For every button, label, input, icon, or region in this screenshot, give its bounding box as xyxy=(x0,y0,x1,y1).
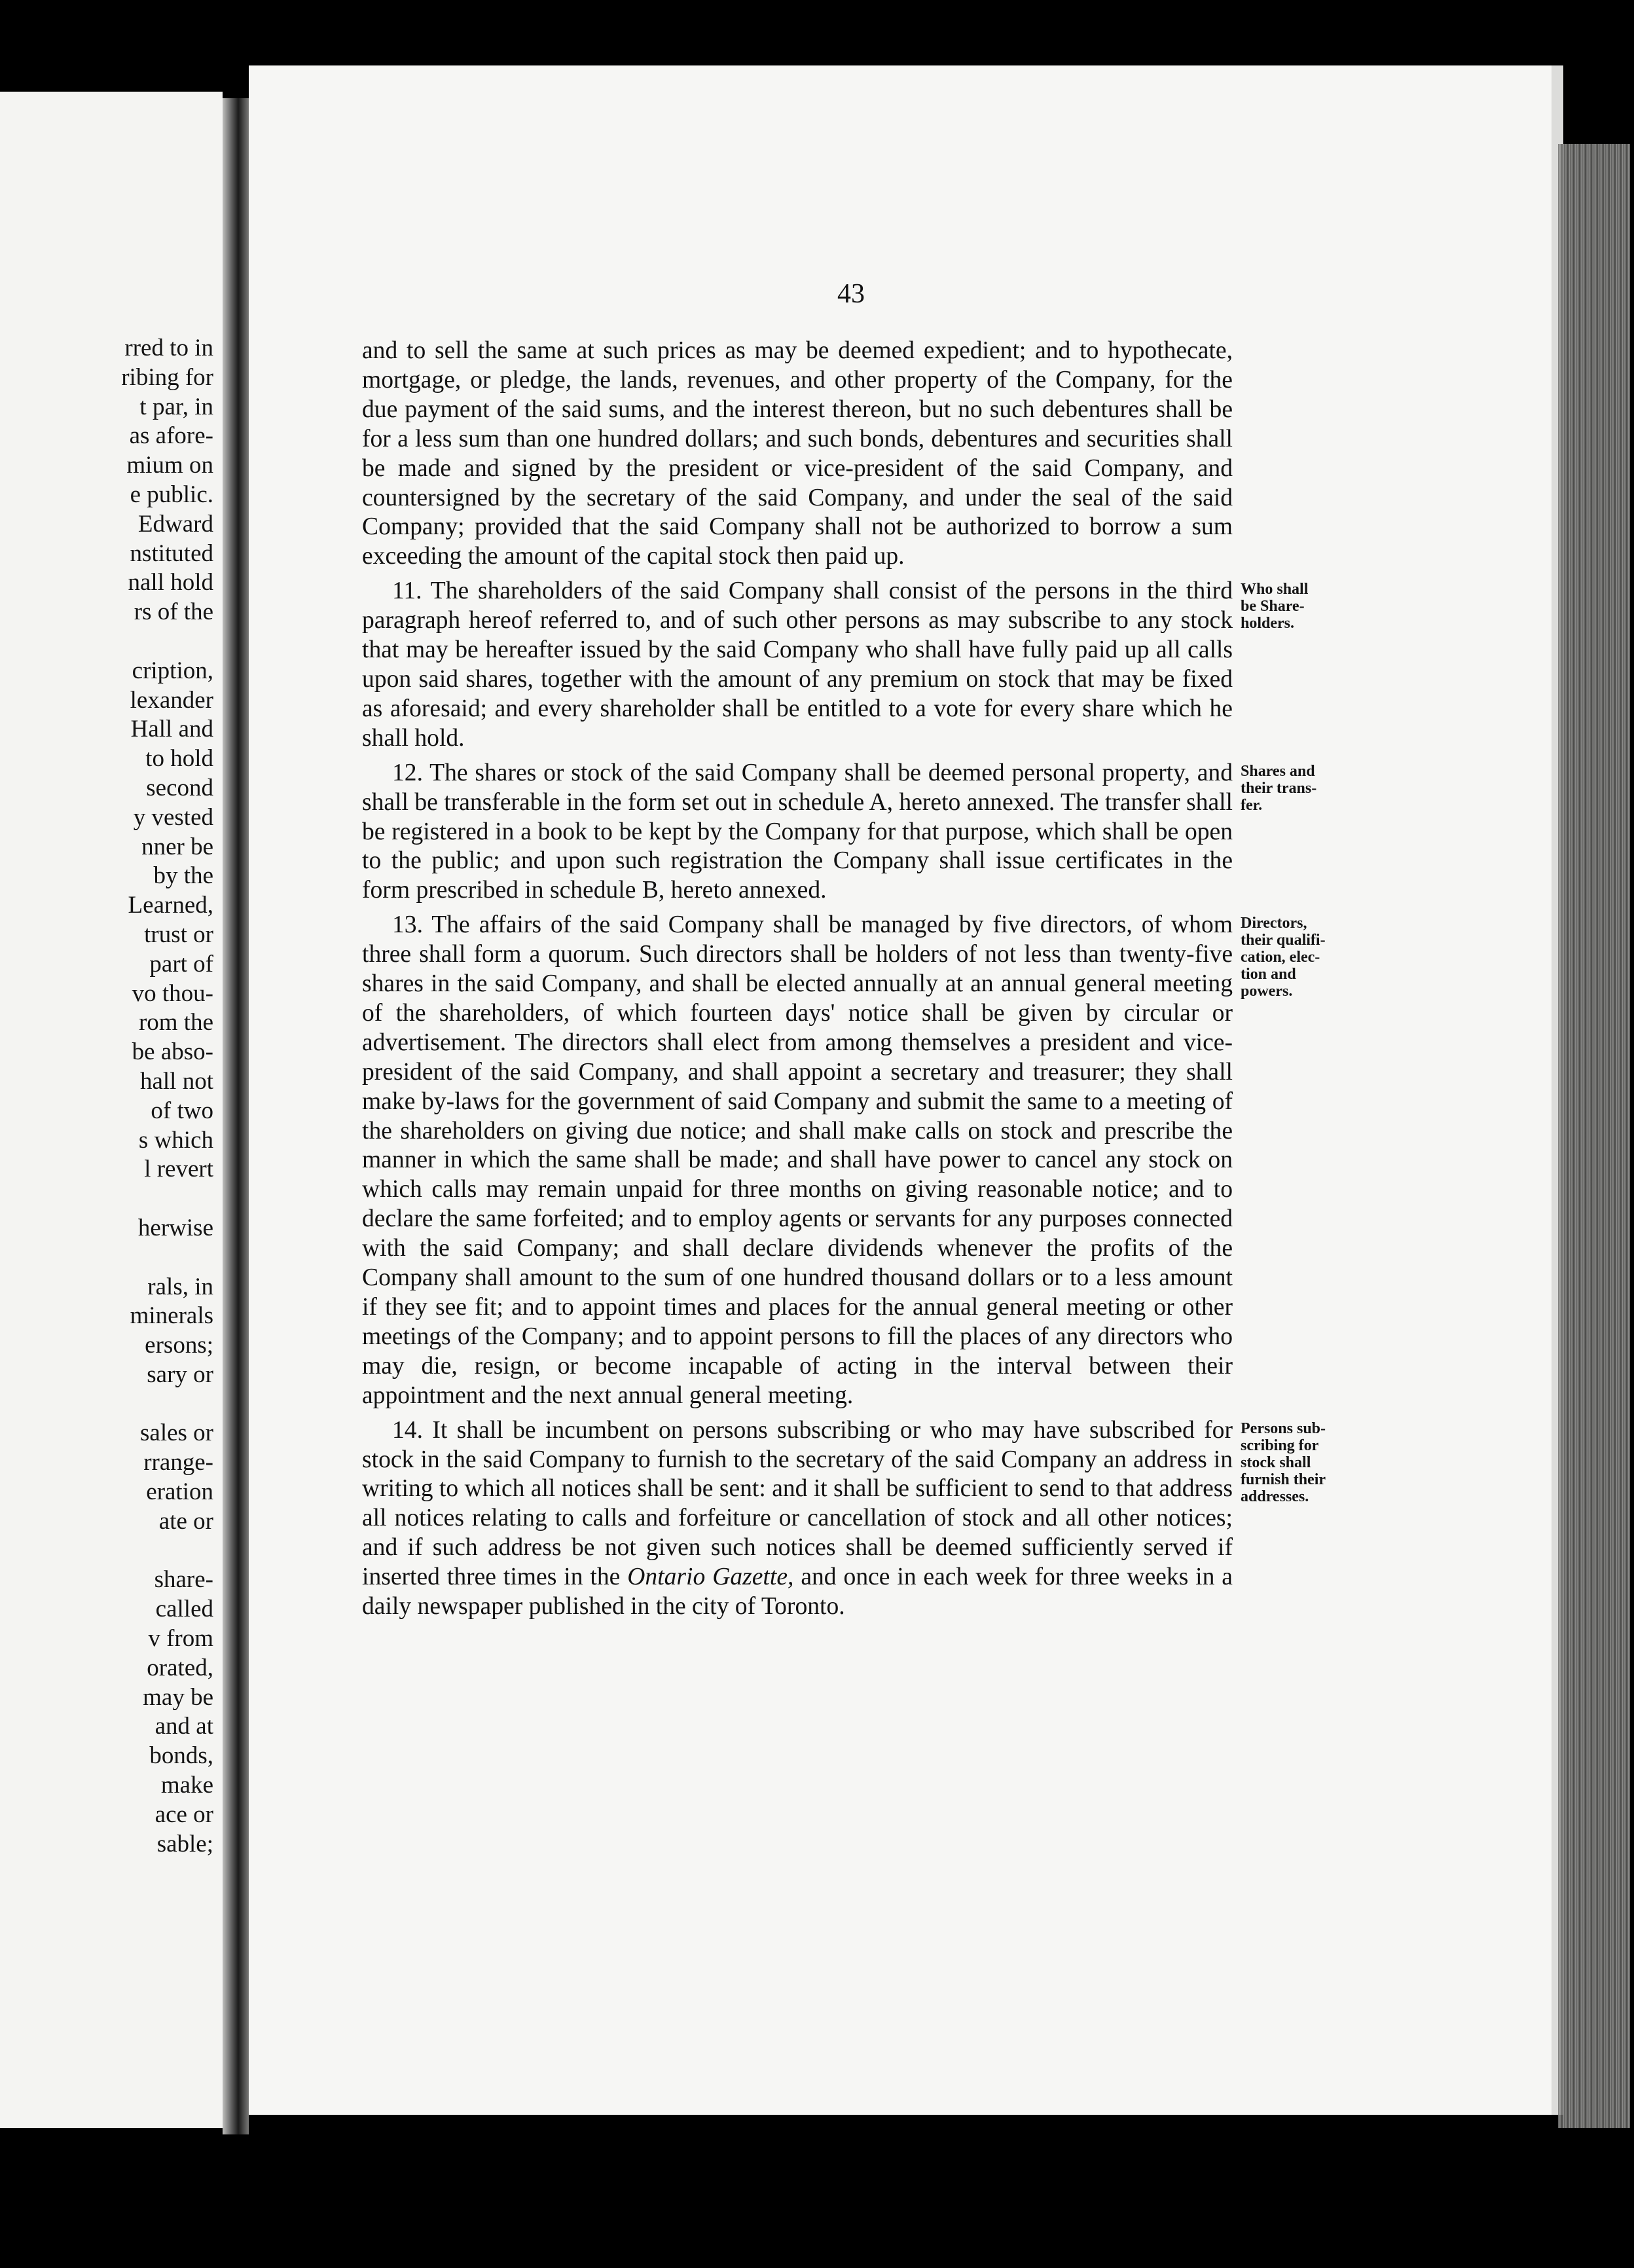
previous-page-line: cription, xyxy=(132,657,213,684)
previous-page-line: hall not xyxy=(139,1067,213,1095)
previous-page-line: may be xyxy=(143,1683,213,1711)
margin-note-line: holders. xyxy=(1241,615,1295,632)
section-11: 11. The shareholders of the said Company shall consist of the persons in the third paragraph hereof referred to, and of such other persons as may subscribe to any stock that may be hereafter issued by the said Company who shall have fully paid up all calls upon said shares, together with the amount of any premium on stock that may be fixed as aforesaid; and every shareholder shall be entitled to a vote for every share which he shall hold. xyxy=(362,577,1233,752)
previous-page-line: Learned, xyxy=(128,892,213,919)
previous-page-line: ersons; xyxy=(145,1332,213,1359)
previous-page-line: be abso- xyxy=(132,1038,213,1066)
previous-page xyxy=(0,92,223,2128)
margin-note-line: cation, elec- xyxy=(1241,949,1320,966)
previous-page-line xyxy=(0,1537,213,1566)
margin-note-line: Shares and xyxy=(1241,762,1315,780)
previous-page-line: t par, in xyxy=(139,393,213,420)
previous-page-line: to hold xyxy=(145,745,213,773)
previous-page-line: ribing for xyxy=(121,363,213,391)
previous-page-line: nall hold xyxy=(128,569,213,596)
previous-page-line: sales or xyxy=(140,1419,213,1447)
previous-page-line: as afore- xyxy=(129,422,213,450)
previous-page-line: rred to in xyxy=(124,335,213,361)
previous-page-line: share- xyxy=(154,1566,213,1594)
previous-page-line: rs of the xyxy=(134,598,213,626)
section-14-text-a: 14. It shall be incumbent on persons subscribing or who may have subscribed for stock in the said Company to furnish to the secretary of the said Company an address in writing to which all notices shall be sent: and it shall be sufficient to send to that address all notices relating to calls and forfeiture or cancellation of stock and all other notices; and if such address be not given such notices shall be deemed sufficiently served if inserted three times in the xyxy=(362,1416,1233,1591)
previous-page-line: nner be xyxy=(141,833,213,860)
margin-note-addresses xyxy=(1241,1420,1371,1505)
previous-page-line: Hall and xyxy=(130,716,213,743)
previous-page-line: sary or xyxy=(147,1361,213,1388)
book-gutter xyxy=(223,98,249,2134)
margin-note-line: furnish their xyxy=(1241,1471,1326,1488)
previous-page-line: lexander xyxy=(130,686,213,714)
previous-page-line: bonds, xyxy=(149,1742,213,1770)
previous-page-line: minerals xyxy=(130,1302,213,1330)
continuation-paragraph: and to sell the same at such prices as may be deemed expedient; and to hypothecate, mortgage, or pledge, the lands, revenues, and other property of the Company, for the due payment of the said sums, and the interest thereon, but no such debentures shall be for a less sum than one hundred dollars; and such bonds, debentures and securities shall be made and signed by the president or vice-president of the said Company, and countersigned by the secretary of the said Company, and under the seal of the said Company; provided that the said Company shall not be authorized to borrow a sum exceeding the amount of the capital stock then paid up. xyxy=(362,337,1233,570)
previous-page-line: sable; xyxy=(156,1830,213,1857)
previous-page-line: called xyxy=(155,1596,213,1623)
section-12: 12. The shares or stock of the said Company shall be deemed personal property, and shall be transferable in the form set out in schedule A, hereto annexed. The transfer shall be registered in a book to be kept by the Company for that purpose, which shall be open to the public; and upon such registration the Company shall issue certificates in the form prescribed in schedule B, hereto annexed. xyxy=(362,759,1233,904)
previous-page-line: herwise xyxy=(137,1214,213,1241)
page-number: 43 xyxy=(837,279,865,309)
previous-page-line: ate or xyxy=(158,1507,213,1535)
margin-note-line: Persons sub- xyxy=(1241,1419,1326,1437)
previous-page-line xyxy=(0,1184,213,1214)
previous-page-line: by the xyxy=(153,862,213,890)
margin-note-line: their trans- xyxy=(1241,779,1317,797)
margin-note-line: fer. xyxy=(1241,796,1263,814)
previous-page-line: Edward xyxy=(137,510,213,538)
previous-page-line: nstituted xyxy=(130,540,213,567)
previous-page-line: v from xyxy=(148,1625,213,1653)
previous-page-line: e public. xyxy=(130,481,213,508)
section-14-italic: Ontario Gazette, xyxy=(627,1564,794,1591)
previous-page-line: rals, in xyxy=(147,1273,213,1300)
margin-note-line: Who shall xyxy=(1241,581,1309,598)
margin-note-line: stock shall xyxy=(1241,1454,1311,1471)
previous-page-line: s which xyxy=(138,1126,213,1154)
previous-page-line: eration xyxy=(146,1478,213,1506)
previous-page-line: and at xyxy=(154,1713,213,1740)
margin-note-line: Directors, xyxy=(1241,915,1307,932)
previous-page-line: y vested xyxy=(133,803,213,831)
previous-page-line: trust or xyxy=(144,921,213,948)
previous-page-line: l revert xyxy=(144,1156,213,1183)
previous-page-line: make xyxy=(160,1772,213,1799)
margin-note-line: tion and xyxy=(1241,966,1296,983)
previous-page-line: mium on xyxy=(126,452,213,479)
previous-page-text xyxy=(0,334,213,1859)
previous-page-line: of two xyxy=(151,1097,213,1124)
margin-note-line: scribing for xyxy=(1241,1436,1319,1454)
previous-page-line xyxy=(0,1243,213,1273)
previous-page-line: vo thou- xyxy=(132,979,213,1007)
section-13: 13. The affairs of the said Company shall be managed by five directors, of whom three shall form a quorum. Such directors shall be holders of not less than twenty-five shares in the said Company, and shall be elected annually at an annual general meeting of the shareholders, of which fourteen days' notice shall be given by circular or advertisement. The directors shall elect from among themselves a president and vice-president of the said Company, and shall appoint a secretary and treasurer; they shall make by-laws for the government of said Company and submit the same to a meeting of the shareholders on giving due notice; and shall make calls on stock and prescribe the manner in which the same shall be made; and shall have power to cancel any stock on which calls may remain unpaid for three months on giving reasonable notice; and to declare the same forfeited; and to employ agents or servants for any purposes connected with the said Company; and shall declare dividends whenever the profits of the Company shall amount to the sum of one hundred thousand dollars or to a less amount if they see fit; and to appoint times and places for the annual general meeting or other meetings of the Company; and to appoint persons to fill the places of any directors who may die, resign, or become incapable of acting in the interval between their appointment and the next annual general meeting. xyxy=(362,911,1233,1409)
previous-page-line: rom the xyxy=(138,1009,213,1036)
previous-page-line xyxy=(0,1390,213,1419)
previous-page-line: second xyxy=(146,774,213,801)
previous-page-line: ace or xyxy=(154,1801,213,1828)
margin-note-line: their qualifi- xyxy=(1241,932,1326,949)
previous-page-line: part of xyxy=(149,950,213,978)
margin-note-directors xyxy=(1241,915,1371,1000)
margin-note-line: powers. xyxy=(1241,983,1293,1000)
margin-note-line: be Share- xyxy=(1241,598,1305,615)
margin-note-shares xyxy=(1241,763,1371,814)
previous-page-line: rrange- xyxy=(143,1449,213,1476)
section-14-text-b: and once in each week for three weeks in a daily newspaper published in the city of Toronto. xyxy=(362,1564,1233,1620)
margin-note-line: addresses. xyxy=(1241,1488,1309,1505)
previous-page-line: orated, xyxy=(147,1654,213,1681)
section-14 xyxy=(362,1416,1233,1622)
page-body xyxy=(362,337,1233,1627)
page-edges xyxy=(1558,144,1630,2128)
previous-page-line xyxy=(0,627,213,657)
margin-note-shareholders xyxy=(1241,581,1371,632)
